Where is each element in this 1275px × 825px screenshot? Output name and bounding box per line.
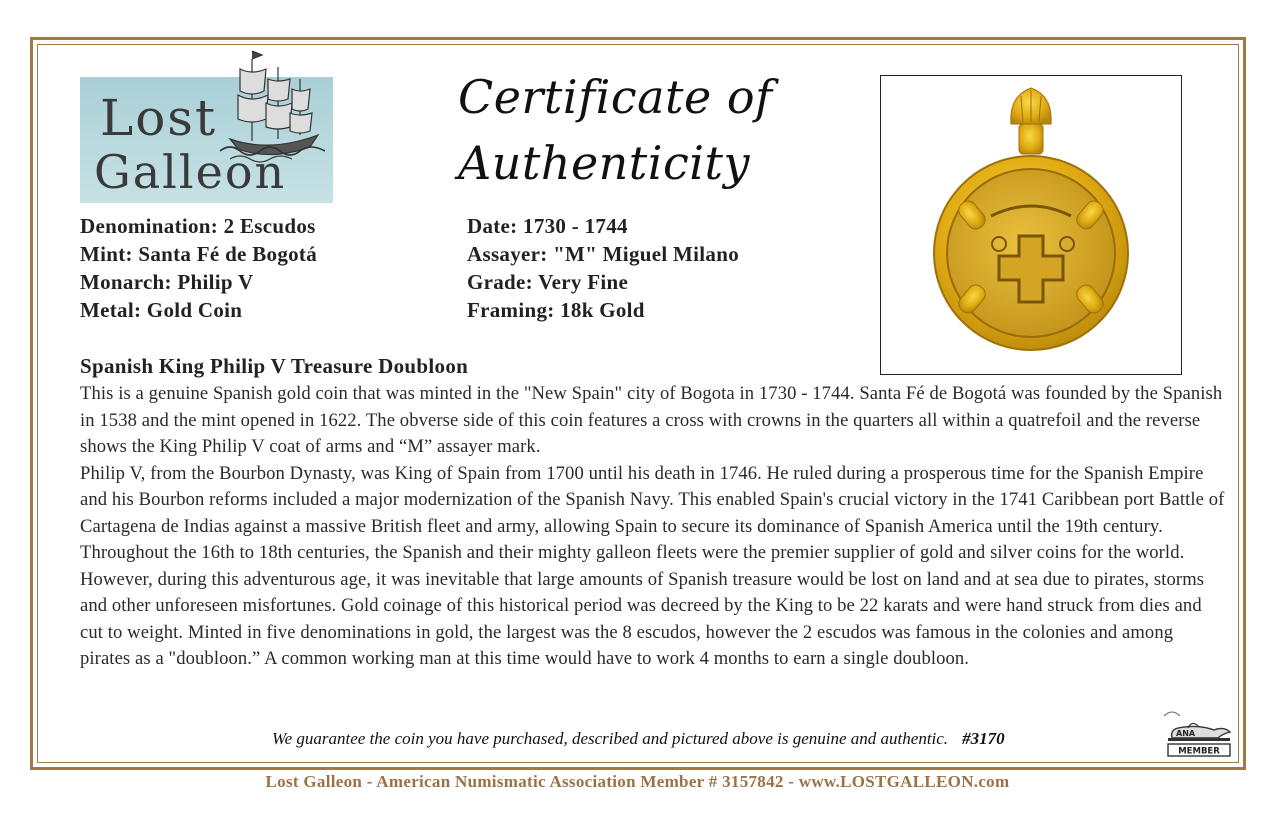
spec-mint: Mint: Santa Fé de Bogotá xyxy=(80,242,318,266)
specs-left-column xyxy=(80,212,317,324)
paragraph-philip: Philip V, from the Bourbon Dynasty, was King of Spain from 1700 until his death in 1746. He ruled during a prosperous time for the Spanish Empire and his Bourbon reforms included a major modernization of the Spanish Navy. This enabled Spain's crucial victory in the 1741 Caribbean port Battle of Cartagena de Indias against a massive British fleet and army, allowing Spain to secure its dominance of Spanish America until the 19th century. xyxy=(80,462,1225,537)
description-heading: Spanish King Philip V Treasure Doubloon xyxy=(80,354,469,378)
title-line-1: Certificate of xyxy=(458,70,773,124)
logo-word-lost: Lost xyxy=(100,89,218,147)
spec-denomination: Denomination: 2 Escudos xyxy=(80,214,316,238)
certificate-number: #3170 xyxy=(962,729,1005,748)
description-body xyxy=(80,381,1228,673)
gold-coin-pendant-icon xyxy=(881,76,1181,374)
member-text: MEMBER xyxy=(1178,746,1220,757)
certificate-title xyxy=(458,64,798,196)
specs-right-column xyxy=(467,212,739,324)
coin-pendant-photo xyxy=(880,75,1182,375)
spec-grade: Grade: Very Fine xyxy=(467,270,629,294)
title-line-2: Authenticity xyxy=(458,136,750,190)
spec-assayer: Assayer: "M" Miguel Milano xyxy=(467,242,739,266)
guarantee-line xyxy=(272,729,1005,749)
paragraph-coin: This is a genuine Spanish gold coin that was minted in the "New Spain" city of Bogota in 1730 - 1744. Santa Fé de Bogotá was founded by the Spanish in 1538 and the mint opened in 1622. The obverse side of this coin features a cross with crowns in the quarters all within a quatrefoil and the reverse shows the King Philip V coat of arms and “M” assayer mark. xyxy=(80,383,1223,457)
spec-framing: Framing: 18k Gold xyxy=(467,298,645,322)
guarantee-text: We guarantee the coin you have purchased, described and pictured above is genuine and authentic. xyxy=(272,729,949,748)
lost-galleon-logo xyxy=(80,77,333,203)
ana-text: ANA xyxy=(1176,729,1196,738)
logo-word-galleon: Galleon xyxy=(94,145,287,199)
ana-member-badge xyxy=(1158,708,1236,760)
ana-lamp-icon xyxy=(1158,708,1236,760)
spec-date: Date: 1730 - 1744 xyxy=(467,214,628,238)
spec-monarch: Monarch: Philip V xyxy=(80,270,254,294)
footer-text: Lost Galleon - American Numismatic Association Member # 3157842 - www.LOSTGALLEON.com xyxy=(265,772,1010,791)
paragraph-history: Throughout the 16th to 18th centuries, the Spanish and their mighty galleon fleets were the premier supplier of gold and silver coins for the world. However, during this adventurous age, it was inevitable that large amounts of Spanish treasure would be lost on land and at sea due to pirates, storms and other unforeseen misfortunes. Gold coinage of this historical period was decreed by the King to be 22 karats and were hand struck from dies and cut to weight. Minted in five denominations in gold, the largest was the 8 escudos, however the 2 escudos was famous in the colonies and among pirates as a "doubloon.” A common working man at this time would have to work 4 months to earn a single doubloon. xyxy=(80,542,1205,669)
spec-metal: Metal: Gold Coin xyxy=(80,298,243,322)
